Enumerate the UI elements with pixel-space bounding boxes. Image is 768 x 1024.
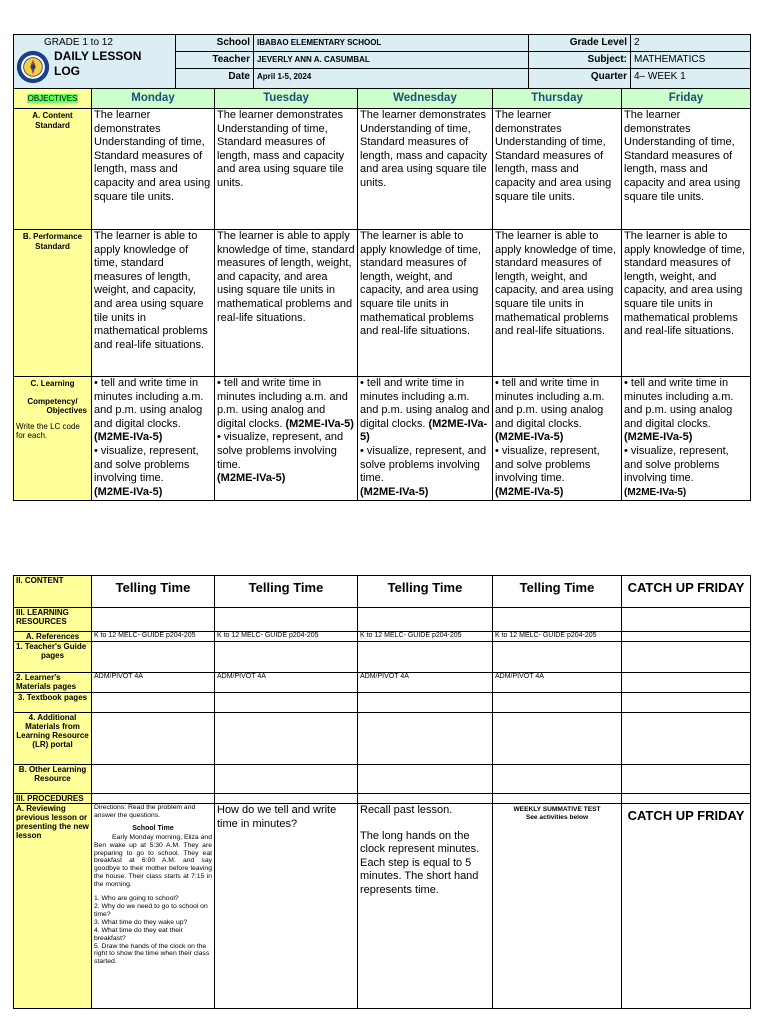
review-tuesday: How do we tell and write time in minutes?	[215, 804, 358, 1009]
topic-tuesday: Telling Time	[215, 576, 358, 608]
competency-thursday: • tell and write time in minutes including a.m. and p.m. using analog and digital clocks. (M2ME-IVa-5) • visualize, represent, and solve problems involving time. (M2ME-IVa-5)	[493, 377, 622, 501]
learners-monday: ADM/PIVOT 4A	[92, 673, 215, 693]
objectives-label: OBJECTIVES	[14, 89, 92, 109]
review-friday: CATCH UP FRIDAY	[622, 804, 751, 1009]
grade-level-value: 2	[631, 35, 751, 52]
content-standard-monday: The learner demonstrates Understanding of time, Standard measures of length, mass and capacity and area using square tile units.	[92, 109, 215, 230]
performance-standard-monday: The learner is able to apply knowledge of time, standard measures of length, weight, and capacity, and area using square tile units in mathematical problems and real-life situations.	[92, 230, 215, 377]
references-tuesday: K to 12 MELC- GUIDE p204-205	[215, 632, 358, 642]
quarter-value: 4– WEEK 1	[631, 69, 751, 90]
performance-standard-head: B. Performance Standard	[14, 230, 92, 377]
additional-materials-head: 4. Additional Materials from Learning Resource (LR) portal	[14, 713, 92, 765]
teachers-guide-head: 1. Teacher's Guide pages	[14, 642, 92, 673]
other-resources-head: B. Other Learning Resource	[14, 765, 92, 794]
date-value: April 1-5, 2024	[254, 69, 529, 90]
date-label: Date	[176, 69, 254, 90]
learning-competency-head: C. Learning Competency/ Objectives Write the LC code for each.	[14, 377, 92, 501]
page-title-2: LOG	[54, 64, 80, 78]
review-wednesday: Recall past lesson. The long hands on the clock represent minutes. Each step is equal to 5 minutes. The short hand represents time.	[358, 804, 493, 1009]
references-thursday: K to 12 MELC- GUIDE p204-205	[493, 632, 622, 642]
content-standard-thursday: The learner demonstrates Understanding of time, Standard measures of length, mass and capacity and area using square tile units.	[493, 109, 622, 230]
topic-wednesday: Telling Time	[358, 576, 493, 608]
day-header-friday: Friday	[622, 89, 751, 109]
learners-wednesday: ADM/PIVOT 4A	[358, 673, 493, 693]
quarter-label: Quarter	[529, 69, 631, 90]
day-header-wednesday: Wednesday	[358, 89, 493, 109]
performance-standard-thursday: The learner is able to apply knowledge of time, standard measures of length, weight, and capacity, and area using square tile units in mathematical problems and real-life situations.	[493, 230, 622, 377]
learners-thursday: ADM/PIVOT 4A	[493, 673, 622, 693]
learners-friday	[622, 673, 751, 693]
learning-resources-head: III. LEARNING RESOURCES	[14, 608, 92, 632]
competency-tuesday: • tell and write time in minutes including a.m. and p.m. using analog and digital clocks. (M2ME-IVa-5) • visualize, represent, and solve problems involving time. (M2ME-IVa-5)	[215, 377, 358, 501]
performance-standard-wednesday: The learner is able to apply knowledge of time, standard measures of length, weight, and capacity, and area using square tile units in mathematical problems and real-life situations.	[358, 230, 493, 377]
content-standard-head: A. Content Standard	[14, 109, 92, 230]
teacher-value: JEVERLY ANN A. CASUMBAL	[254, 52, 529, 69]
topic-monday: Telling Time	[92, 576, 215, 608]
header-table	[13, 34, 751, 90]
teacher-label: Teacher	[176, 52, 254, 69]
grade-range: GRADE 1 to 12	[44, 37, 113, 48]
school-label: School	[176, 35, 254, 52]
review-thursday: WEEKLY SUMMATIVE TEST See activities below	[493, 804, 622, 1009]
competency-friday: • tell and write time in minutes including a.m. and p.m. using analog and digital clocks. (M2ME-IVa-5) • visualize, represent, and solve problems involving time. (M2ME-IVa-5)	[622, 377, 751, 501]
learners-materials-head: 2. Learner's Materials pages	[14, 673, 92, 693]
references-friday	[622, 632, 751, 642]
competency-monday: • tell and write time in minutes including a.m. and p.m. using analog and digital clocks. (M2ME-IVa-5) • visualize, represent, and solve problems involving time. (M2ME-IVa-5)	[92, 377, 215, 501]
procedures-table	[13, 575, 751, 1009]
topic-thursday: Telling Time	[493, 576, 622, 608]
content-standard-wednesday: The learner demonstrates Understanding of time, Standard measures of length, mass and capacity and area using square tile units.	[358, 109, 493, 230]
competency-wednesday: • tell and write time in minutes including a.m. and p.m. using analog and digital clocks. (M2ME-IVa-5) • visualize, represent, and solve problems involving time. (M2ME-IVa-5)	[358, 377, 493, 501]
grade-level-label: Grade Level	[529, 35, 631, 52]
school-value: IBABAO ELEMENTARY SCHOOL	[254, 35, 529, 52]
objectives-table	[13, 88, 751, 501]
content-head: II. CONTENT	[14, 576, 92, 608]
review-monday: Directions: Read the problem and answer the questions. School Time Early Monday morning, Eliza and Ben wake up at 5:30 A.M. They are preparing to go to school. They eat breakfast at 6:00 A.M. and say goodbye to their mother before leaving the house. Their class starts at 7:15 in the morning. 1. Who are going to school? 2. Why do we need to go to school on time? 3. What time do they wake up? 4. What time do they eat their breakfast? 5. Draw the hands of the clock on the right to show the time when their class started.	[92, 804, 215, 1009]
performance-standard-friday: The learner is able to apply knowledge of time, standard measures of length, weight, and capacity, and area using square tile units in mathematical problems and real-life situations.	[622, 230, 751, 377]
subject-value: MATHEMATICS	[631, 52, 751, 69]
header-title-cell	[14, 35, 176, 90]
content-standard-tuesday: The learner demonstrates Understanding of time, Standard measures of length, mass and capacity and area using square tile units.	[215, 109, 358, 230]
day-header-monday: Monday	[92, 89, 215, 109]
content-standard-friday: The learner demonstrates Understanding of time, Standard measures of length, mass and capacity and area using square tile units.	[622, 109, 751, 230]
reviewing-head: A. Reviewing previous lesson or presenting the new lesson	[14, 804, 92, 1009]
procedures-head: III. PROCEDURES	[14, 794, 92, 804]
day-header-thursday: Thursday	[493, 89, 622, 109]
references-monday: K to 12 MELC- GUIDE p204-205	[92, 632, 215, 642]
deped-seal-icon	[16, 50, 50, 84]
performance-standard-tuesday: The learner is able to apply knowledge of time, standard measures of length, weight, and capacity, and area using square tile units in mathematical problems and real-life situations.	[215, 230, 358, 377]
page-title: DAILY LESSON	[54, 49, 142, 63]
topic-friday: CATCH UP FRIDAY	[622, 576, 751, 608]
textbook-head: 3. Textbook pages	[14, 693, 92, 713]
learners-tuesday: ADM/PIVOT 4A	[215, 673, 358, 693]
day-header-tuesday: Tuesday	[215, 89, 358, 109]
references-wednesday: K to 12 MELC- GUIDE p204-205	[358, 632, 493, 642]
subject-label: Subject:	[529, 52, 631, 69]
references-head: A. References	[14, 632, 92, 642]
